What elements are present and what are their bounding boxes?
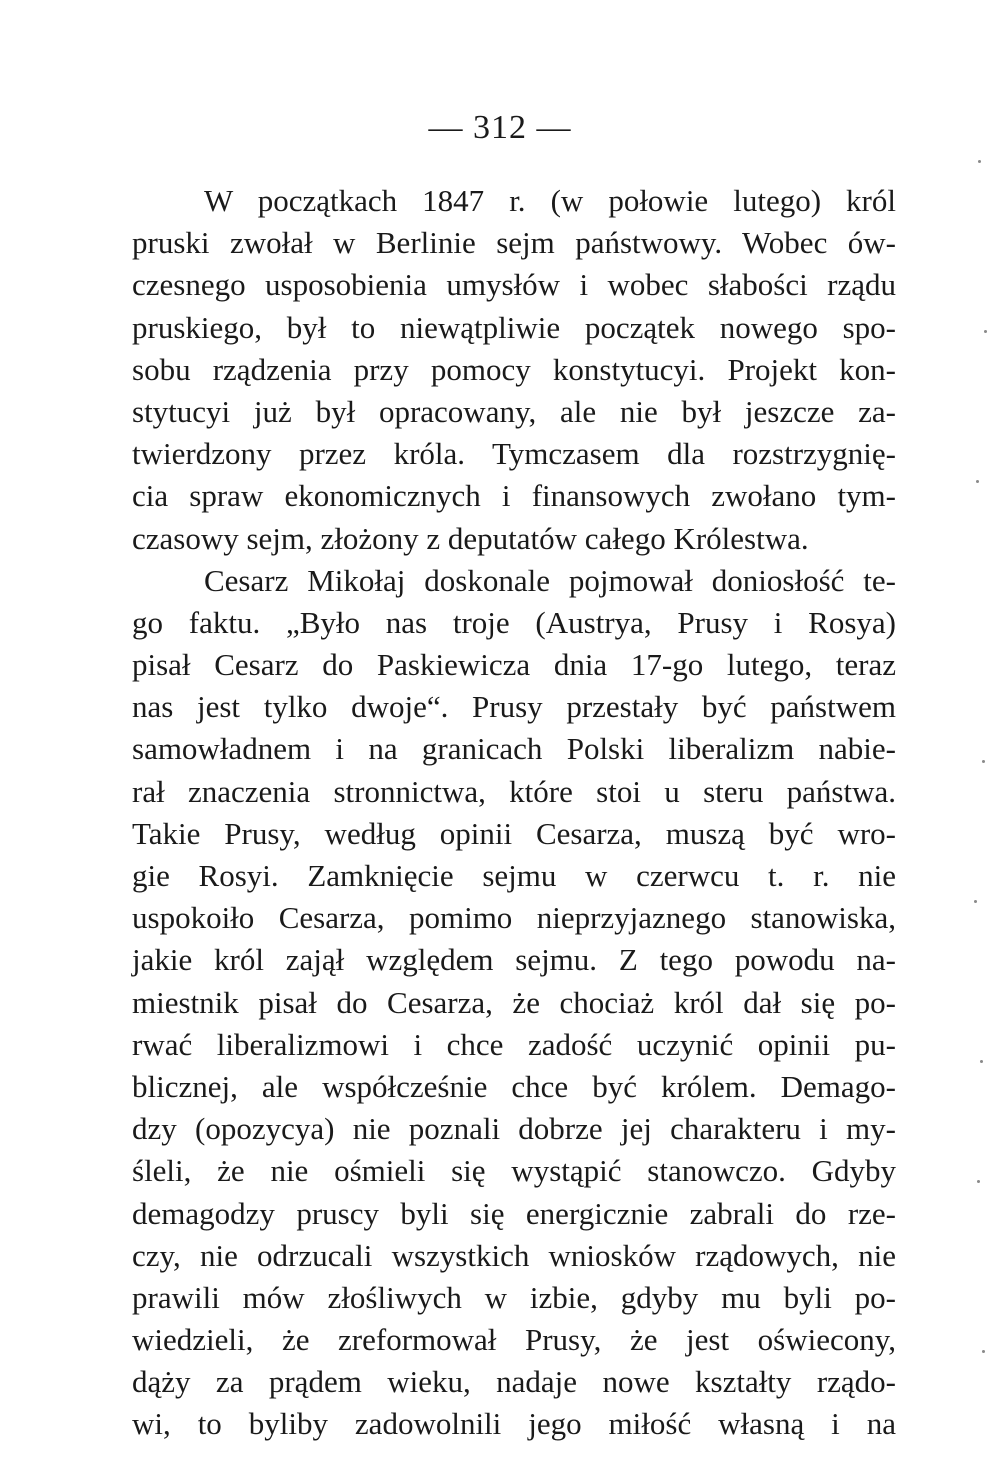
text-line: twierdzony przez króla. Tymczasem dla rozstrzygnię- [132, 436, 896, 472]
page-edge-specks [970, 0, 1000, 1471]
text-line: pruski zwołał w Berlinie sejm państwowy. Wobec ów- [132, 225, 896, 261]
text-line: wiedzieli, że zreformował Prusy, że jest oświecony, [132, 1322, 896, 1358]
text-line: rwać liberalizmowi i chce zadość uczynić opinii pu- [132, 1026, 896, 1062]
text-line: stytucyi już był opracowany, ale nie był jeszcze za- [132, 393, 896, 429]
text-line: wi, to byliby zadowolnili jego miłość własną i na [132, 1406, 896, 1442]
text-line: pruskiego, był to niewątpliwie początek nowego spo- [132, 309, 896, 345]
text-line: jakie król zajął względem sejmu. Z tego powodu na- [132, 942, 896, 978]
page-number: — 312 — [428, 109, 572, 146]
speck [974, 900, 977, 903]
speck [984, 330, 987, 333]
text-line: pisał Cesarz do Paskiewicza dnia 17-go lutego, teraz [132, 647, 896, 683]
speck [982, 1350, 985, 1353]
text-line: cia spraw ekonomicznych i finansowych zwołano tym- [132, 478, 896, 514]
text-line: dzy (opozycya) nie poznali dobrze jej charakteru i my- [132, 1111, 896, 1147]
speck [977, 1180, 980, 1183]
text-line: blicznej, ale współcześnie chce być królem. Demago- [132, 1068, 896, 1104]
speck [980, 1060, 983, 1063]
text-line: prawili mów złośliwych w izbie, gdyby mu byli po- [132, 1279, 896, 1315]
speck [976, 480, 979, 483]
text-line: nas jest tylko dwoje“. Prusy przestały być państwem [132, 689, 896, 725]
text-line: go faktu. „Było nas troje (Austrya, Prusy i Rosya) [132, 604, 896, 640]
speck [978, 160, 981, 163]
text-line: rał znaczenia stronnictwa, które stoi u steru państwa. [132, 773, 896, 809]
text-line: czy, nie odrzucali wszystkich wniosków rządowych, nie [132, 1237, 896, 1273]
text-line: czesnego usposobienia umysłów i wobec słabości rządu [132, 267, 896, 303]
text-line: samowładnem i na granicach Polski liberalizm nabie- [132, 731, 896, 767]
text-line: W początkach 1847 r. (w połowie lutego) król [204, 183, 896, 218]
text-line: demagodzy pruscy byli się energicznie zabrali do rze- [132, 1195, 896, 1231]
text-line: czasowy sejm, złożony z deputatów całego Królestwa. [132, 520, 809, 556]
text-line: Cesarz Mikołaj doskonale pojmował doniosłość te- [204, 562, 896, 598]
text-line: śleli, że nie ośmieli się wystąpić stanowczo. Gdyby [132, 1153, 896, 1189]
body-text [132, 180, 896, 1446]
text-line: Takie Prusy, według opinii Cesarza, muszą być wro- [132, 815, 896, 851]
text-line: sobu rządzenia przy pomocy konstytucyi. Projekt kon- [132, 351, 896, 387]
speck [982, 760, 985, 763]
text-line: miestnik pisał do Cesarza, że chociaż król dał się po- [132, 984, 896, 1020]
text-line: gie Rosyi. Zamknięcie sejmu w czerwcu t. r. nie [132, 858, 896, 893]
text-line: dąży za prądem wieku, nadaje nowe kształty rządo- [132, 1364, 896, 1400]
text-line: uspokoiło Cesarza, pomimo nieprzyjaznego stanowiska, [132, 900, 896, 936]
